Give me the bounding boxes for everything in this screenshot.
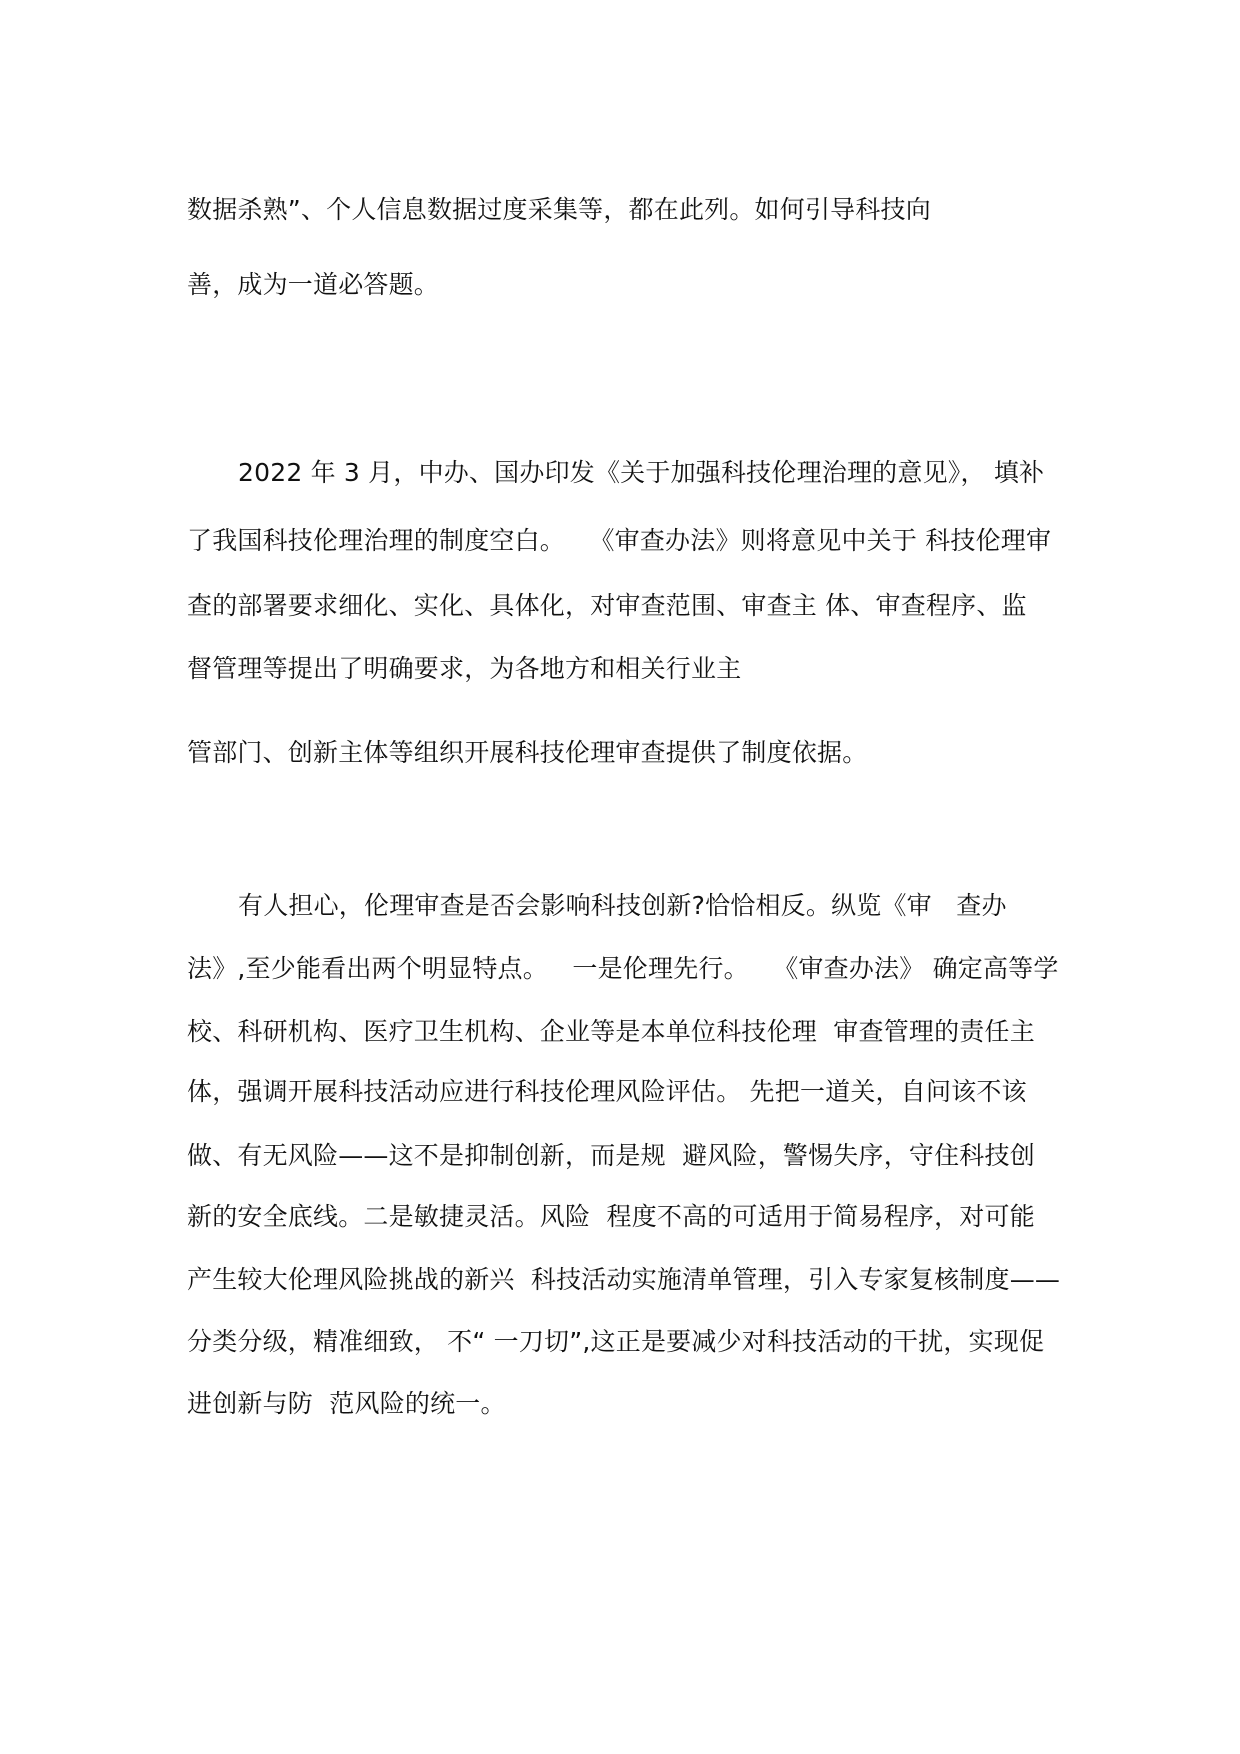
paragraph-3-line-9: 进创新与防 范风险的统一。 — [187, 1389, 506, 1418]
paragraph-3-line-3: 校、科研机构、医疗卫生机构、企业等是本单位科技伦理 审查管理的责任主 — [187, 1017, 1035, 1046]
paragraph-3-line-8: 分类分级，精准细致， 不“ 一刀切”,这正是要减少对科技活动的干扰，实现促 — [187, 1327, 1045, 1356]
paragraph-3-line-2: 法》,至少能看出两个明显特点。 一是伦理先行。 《审查办法》 确定高等学 — [187, 954, 1059, 983]
paragraph-2-line-5: 管部门、创新主体等组织开展科技伦理审查提供了制度依据。 — [187, 738, 868, 767]
paragraph-1-line-1: 数据杀熟”、个人信息数据过度采集等，都在此列。如何引导科技向 — [187, 195, 931, 224]
paragraph-2-line-1: 2022 年 3 月，中办、国办印发《关于加强科技伦理治理的意见》， 填补 — [238, 458, 1045, 487]
paragraph-3-line-6: 新的安全底线。二是敏捷灵活。风险 程度不高的可适用于简易程序，对可能 — [187, 1202, 1035, 1231]
paragraph-2-line-2: 了我国科技伦理治理的制度空白。 《审查办法》则将意见中关于 科技伦理审 — [187, 526, 1052, 555]
paragraph-3-line-7: 产生较大伦理风险挑战的新兴 科技活动实施清单管理，引入专家复核制度—— — [187, 1265, 1061, 1294]
paragraph-1-line-2: 善，成为一道必答题。 — [187, 270, 440, 299]
paragraph-3-line-1: 有人担心，伦理审查是否会影响科技创新?恰恰相反。纵览《审 查办 — [238, 891, 1007, 920]
paragraph-2-line-3: 查的部署要求细化、实化、具体化，对审查范围、审查主 体、审查程序、监 — [187, 591, 1027, 620]
paragraph-3-line-5: 做、有无风险——这不是抑制创新，而是规 避风险，警惕失序，守住科技创 — [187, 1141, 1035, 1170]
paragraph-2-line-4: 督管理等提出了明确要求，为各地方和相关行业主 — [187, 654, 742, 683]
paragraph-3-line-4: 体，强调开展科技活动应进行科技伦理风险评估。 先把一道关，自问该不该 — [187, 1077, 1027, 1106]
